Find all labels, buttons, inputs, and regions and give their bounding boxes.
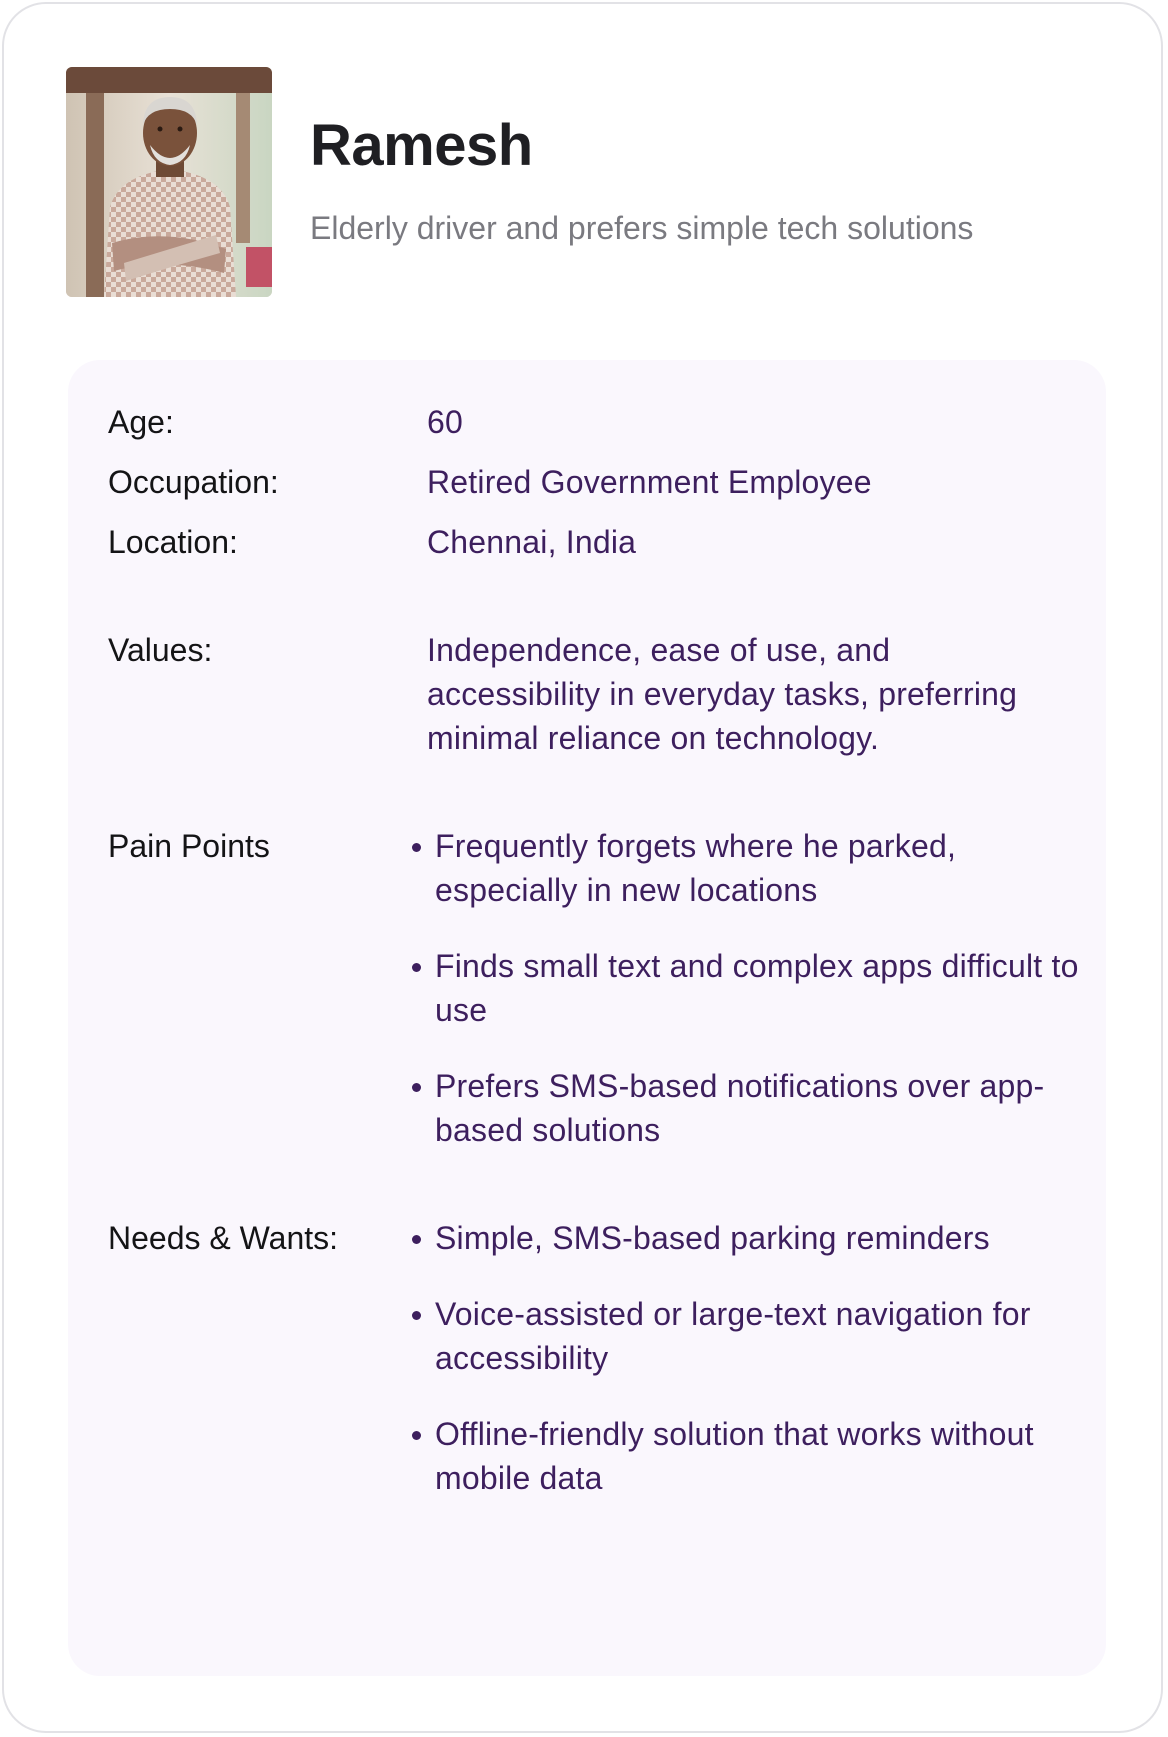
needs-wants-list [408,1216,1088,1532]
pain-points-label: Pain Points [108,828,270,864]
persona-tagline: Elderly driver and prefers simple tech solutions [310,210,974,246]
list-item: Voice-assisted or large-text navigation for accessibility [408,1292,1088,1380]
elderly-man-photo-icon [66,67,272,297]
list-item: Frequently forgets where he parked, especially in new locations [408,824,1088,912]
location-label: Location: [108,524,238,560]
pain-points-list [408,824,1088,1184]
needs-wants-label: Needs & Wants: [108,1220,339,1256]
location-value: Chennai, India [427,524,637,560]
list-item: Prefers SMS-based notifications over app-based solutions [408,1064,1088,1152]
details-panel [68,360,1106,1676]
list-item: Simple, SMS-based parking reminders [408,1216,1088,1260]
list-item: Finds small text and complex apps difficult to use [408,944,1088,1032]
avatar [66,67,272,297]
list-item: Offline-friendly solution that works without mobile data [408,1412,1088,1500]
age-label: Age: [108,404,174,440]
persona-card [2,2,1163,1733]
occupation-value: Retired Government Employee [427,464,872,500]
occupation-label: Occupation: [108,464,279,500]
age-value: 60 [427,404,463,440]
persona-name: Ramesh [310,113,533,178]
values-label: Values: [108,632,213,668]
values-value: Independence, ease of use, and accessibility in everyday tasks, preferring minimal reliance on technology. [427,632,1018,756]
